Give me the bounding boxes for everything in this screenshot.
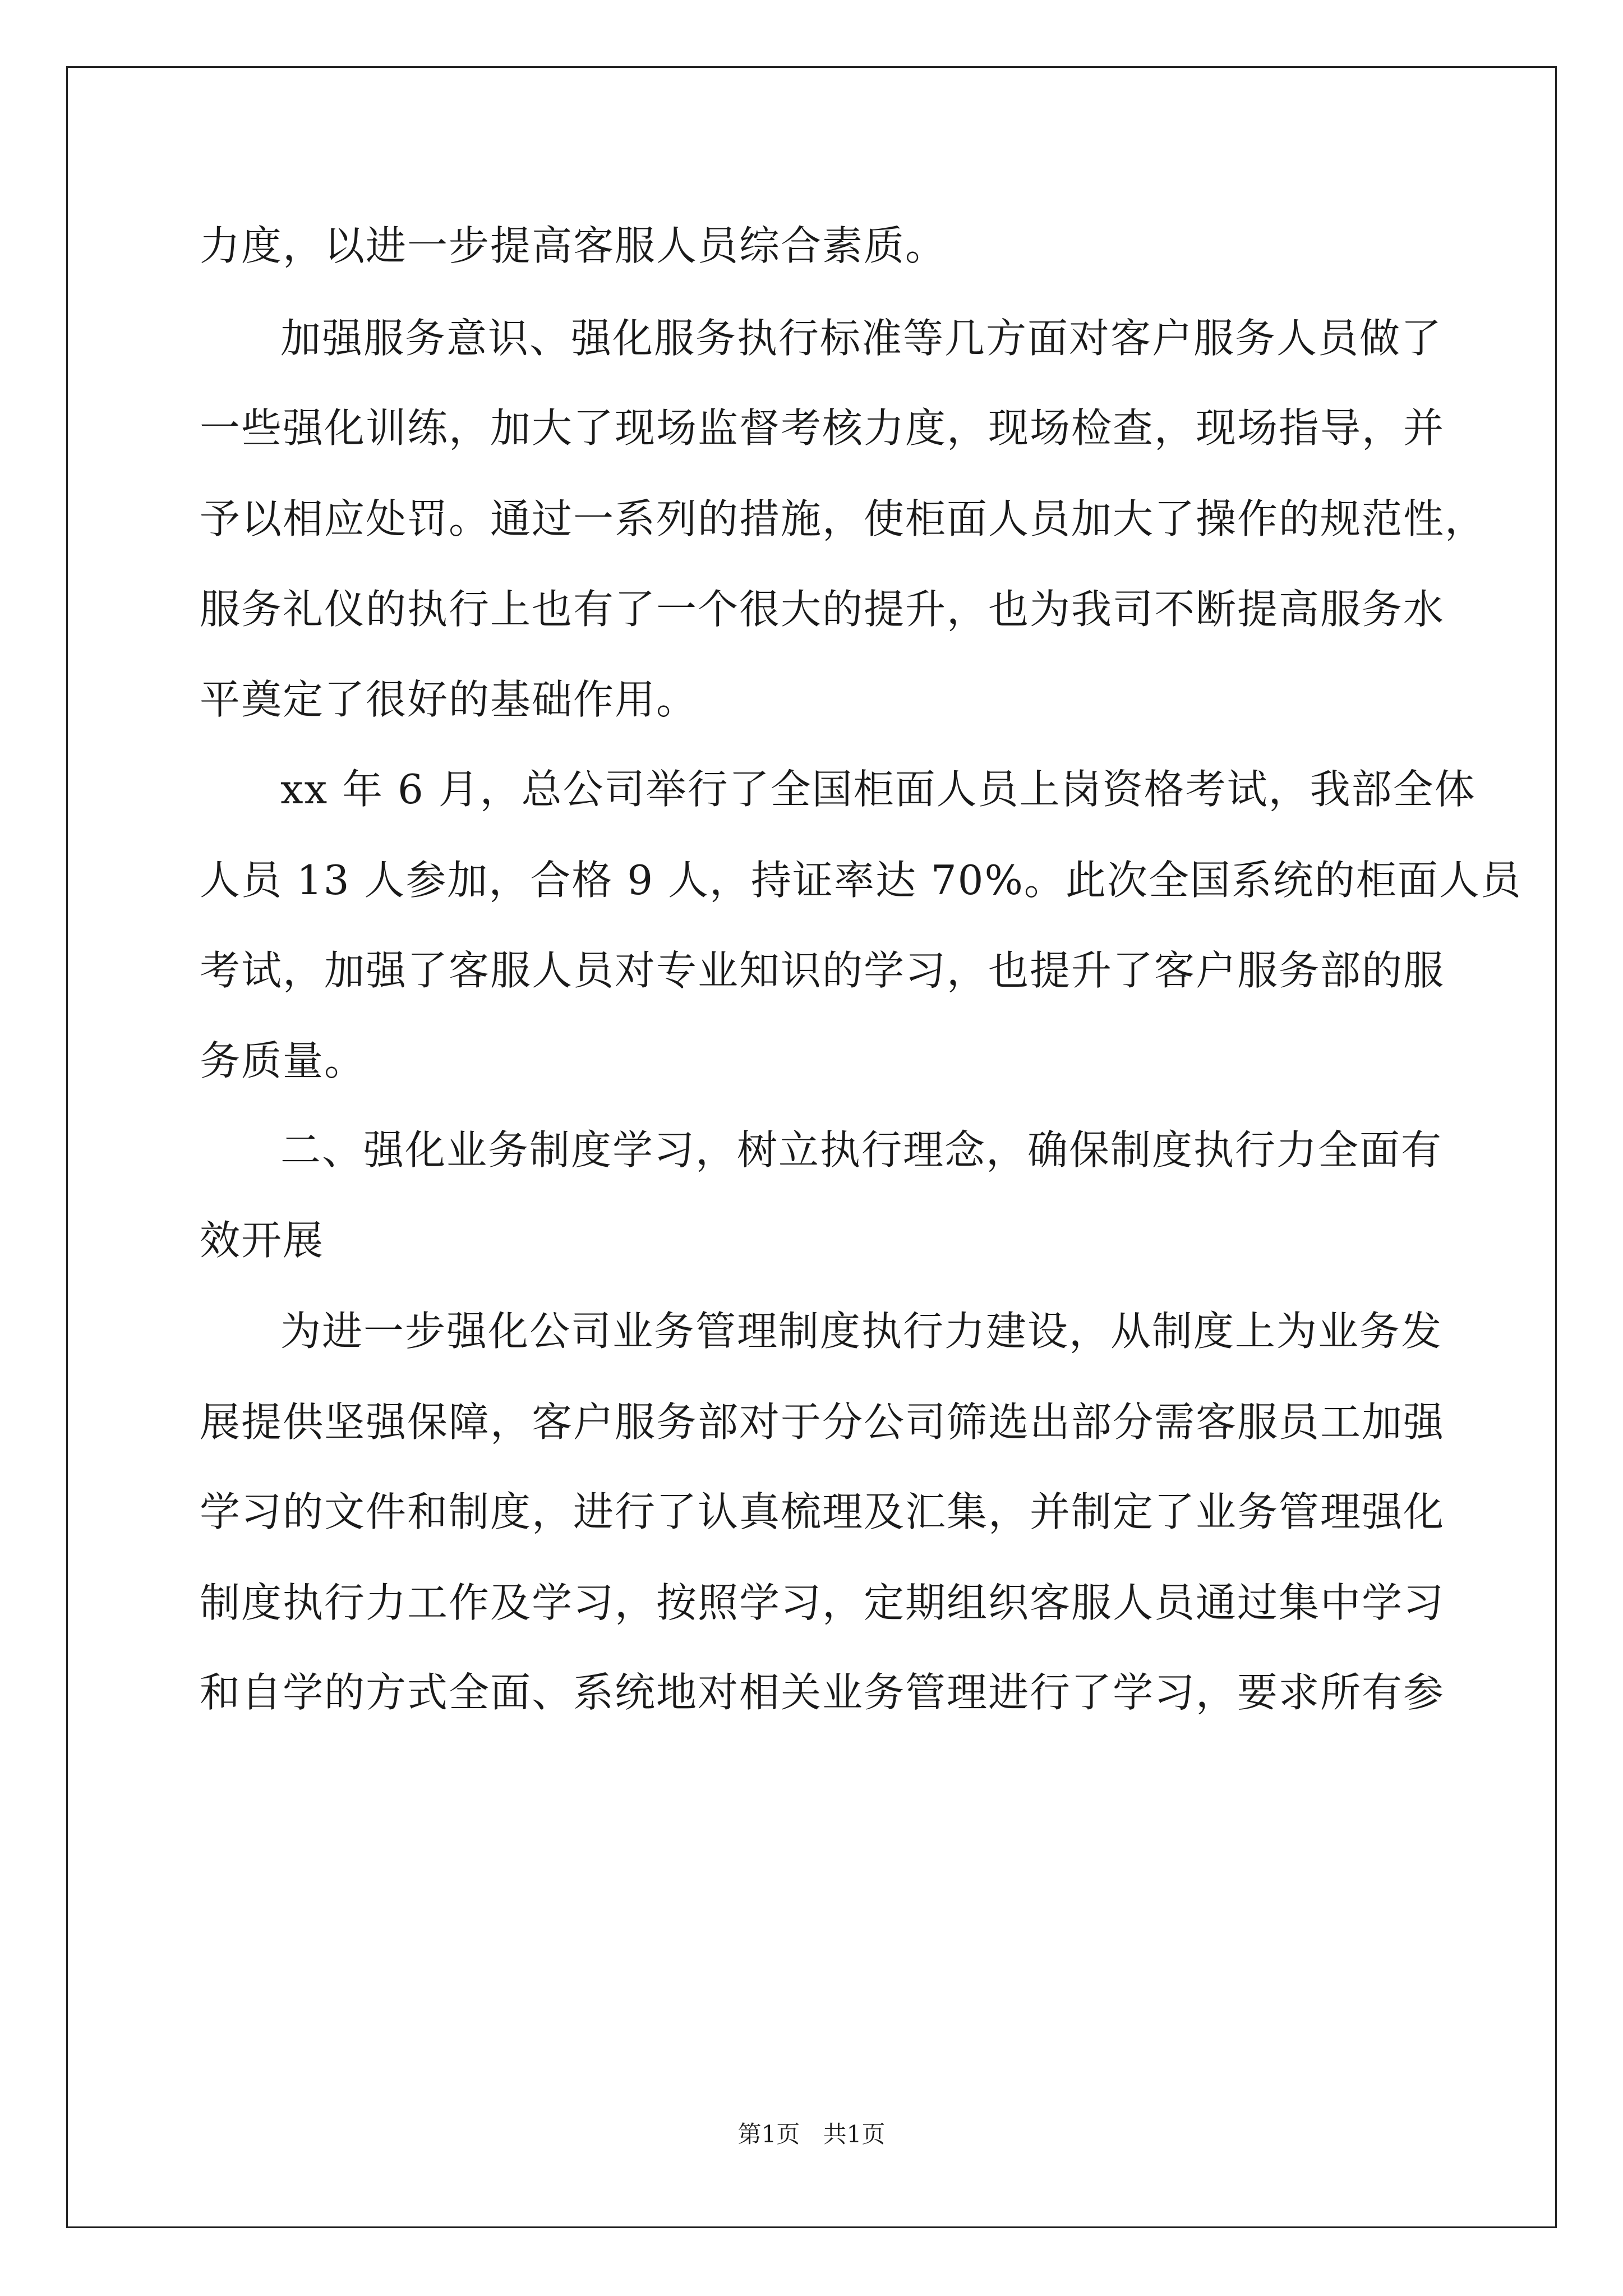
page-number: 第1页 [737, 2120, 800, 2148]
text-line: 一些强化训练，加大了现场监督考核力度，现场检查，现场指导，并 [200, 404, 1445, 452]
text-line: 服务礼仪的执行上也有了一个很大的提升，也为我司不断提高服务水 [200, 586, 1445, 633]
text-line: 务质量。 [200, 1037, 366, 1084]
text-line: 考试，加强了客服人员对专业知识的学习，也提升了客户服务部的服 [200, 947, 1445, 994]
text-line: 展提供坚强保障，客户服务部对于分公司筛选出部分需客服员工加强 [200, 1398, 1445, 1446]
page-footer [0, 2118, 1623, 2151]
text-line: 人员 13 人参加，合格 9 人，持证率达 70%。此次全国系统的柜面人员 [200, 857, 1522, 904]
text-line: 制度执行力工作及学习，按照学习，定期组织客服人员通过集中学习 [200, 1579, 1445, 1626]
section-heading: 二、强化业务制度学习，树立执行理念，确保制度执行力全面有 [280, 1126, 1443, 1174]
text-line: 和自学的方式全面、系统地对相关业务管理进行了学习，要求所有参 [200, 1669, 1445, 1716]
text-line: 予以相应处罚。通过一系列的措施，使柜面人员加大了操作的规范性， [200, 495, 1487, 542]
text-line: 学习的文件和制度，进行了认真梳理及汇集，并制定了业务管理强化 [200, 1488, 1445, 1535]
text-line: 加强服务意识、强化服务执行标准等几方面对客户服务人员做了 [280, 315, 1443, 362]
text-line: 力度，以进一步提高客服人员综合素质。 [200, 222, 947, 269]
page-total: 共1页 [823, 2120, 886, 2148]
text-line: 为进一步强化公司业务管理制度执行力建设，从制度上为业务发 [280, 1308, 1443, 1355]
text-line: 平奠定了很好的基础作用。 [200, 676, 698, 723]
section-heading: 效开展 [200, 1217, 325, 1264]
text-line: xx 年 6 月，总公司举行了全国柜面人员上岗资格考试，我部全体 [280, 766, 1476, 813]
